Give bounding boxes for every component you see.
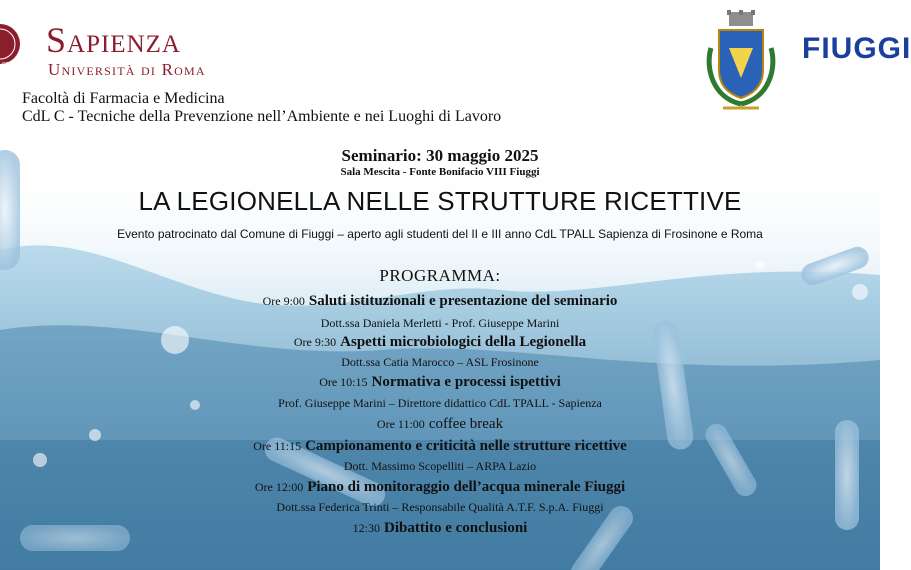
programme-item: [0, 519, 880, 537]
item-time: Ore 11:00: [376, 417, 425, 431]
item-time: Ore 9:00: [262, 294, 305, 308]
item-speaker: Dott. Massimo Scopelliti – ARPA Lazio: [343, 459, 537, 473]
event-venue: Sala Mescita - Fonte Bonifacio VIII Fiuggi: [340, 166, 540, 178]
item-speaker: Dott.ssa Daniela Merletti - Prof. Giuseppe Marini: [320, 316, 560, 330]
course-name: CdL C - Tecniche della Prevenzione nell’Ambiente e nei Luoghi di Lavoro: [22, 108, 502, 125]
event-patronage: Evento patrocinato dal Comune di Fiuggi – aperto agli studenti del II e III anno CdL TPALL Sapienza di Frosinone e Roma: [117, 227, 763, 241]
item-time: Ore 12:00: [254, 480, 304, 494]
item-title: Piano di monitoraggio dell’acqua minerale Fiuggi: [307, 479, 626, 495]
fiuggi-brand-logo: FIUGGI: [802, 32, 911, 65]
programme-item: [0, 292, 880, 310]
programme-item: [0, 415, 880, 433]
item-time: Ore 10:15: [319, 375, 368, 389]
item-title: Normativa e processi ispettivi: [371, 374, 561, 390]
university-name: Sapienza: [46, 20, 181, 60]
programme-heading: PROGRAMMA:: [379, 266, 501, 285]
item-time: Ore 9:30: [293, 335, 337, 349]
item-title: Dibattito e conclusioni: [384, 520, 528, 536]
seminar-date: Seminario: 30 maggio 2025: [341, 146, 539, 165]
faculty-name: Facoltà di Farmacia e Medicina: [22, 90, 225, 107]
item-time: 12:30: [352, 521, 380, 535]
item-speaker: Prof. Giuseppe Marini – Direttore didattico CdL TPALL - Sapienza: [278, 396, 602, 410]
item-title: Saluti istituzionali e presentazione del seminario: [308, 293, 618, 309]
sapienza-seal-icon: [0, 14, 42, 74]
item-speaker: Dott.ssa Catia Marocco – ASL Frosinone: [341, 355, 539, 369]
programme-item: [0, 373, 880, 391]
programme-item: [0, 478, 880, 496]
item-title: Aspetti microbiologici della Legionella: [340, 334, 587, 350]
item-time: Ore 11:15: [253, 439, 302, 453]
programme-item: [0, 333, 880, 351]
item-speaker: Dott.ssa Federica Trinti – Responsabile Qualità A.T.F. S.p.A. Fiuggi: [276, 500, 604, 514]
svg-text:STUDIUM URBIS: STUDIUM URBIS: [2, 62, 42, 68]
item-title: coffee break: [428, 416, 504, 432]
university-subtitle: Università di Roma: [48, 60, 206, 79]
programme-item: [0, 437, 880, 455]
item-title: Campionamento e criticità nelle strutture ricettive: [305, 438, 627, 454]
event-title: LA LEGIONELLA NELLE STRUTTURE RICETTIVE: [138, 186, 742, 216]
fiuggi-crest-icon: [703, 8, 779, 118]
